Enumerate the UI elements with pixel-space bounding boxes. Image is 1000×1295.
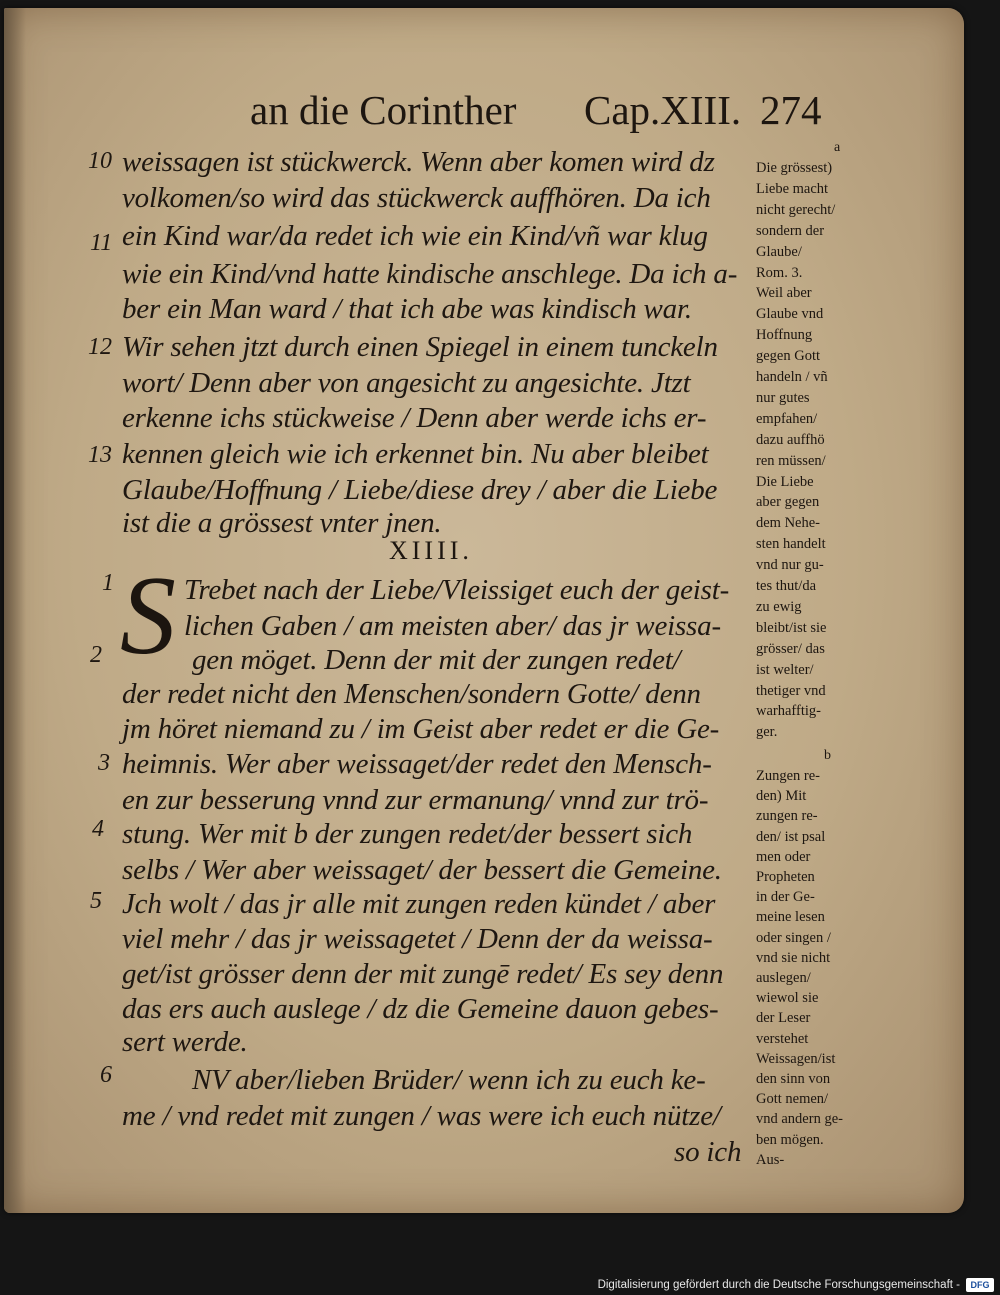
verse-number: 5 <box>90 888 102 914</box>
margin-note-line: dem Nehe- <box>756 515 821 532</box>
book-page <box>4 8 964 1213</box>
section-heading: XIIII. <box>389 536 473 565</box>
text-line: Jch wolt / das jr alle mit zungen reden kündet / aber <box>122 888 716 920</box>
text-line: me / vnd redet mit zungen / was were ich euch nütze/ <box>122 1100 721 1132</box>
margin-note-line: sten handelt <box>756 536 826 553</box>
margin-note-line: zungen re- <box>756 808 818 825</box>
verse-number: 4 <box>92 816 104 842</box>
margin-note-line: den) Mit <box>756 788 807 805</box>
verse-number: 1 <box>102 570 114 596</box>
text-line: lichen Gaben / am meisten aber/ das jr weissa- <box>184 610 721 642</box>
margin-note-line: warhafftig- <box>756 703 821 720</box>
margin-note-line: sondern der <box>756 222 825 239</box>
margin-note-line: ger. <box>756 724 778 741</box>
margin-note-line: Rom. 3. <box>756 264 803 281</box>
margin-note-line: meine lesen <box>756 909 825 926</box>
margin-note-line: den sinn von <box>756 1071 831 1087</box>
margin-note-line: verstehet <box>756 1030 809 1047</box>
text-line: der redet nicht den Menschen/sondern Gotte/ denn <box>122 678 701 710</box>
page-binding-shadow <box>4 8 26 1213</box>
text-line: wort/ Denn aber von angesicht zu angesichte. Jtzt <box>122 367 691 399</box>
verse-number: 2 <box>90 642 102 668</box>
margin-note-line: ist welter/ <box>756 661 814 678</box>
digitization-credit: Digitalisierung gefördert durch die Deutsche Forschungsgemeinschaft - <box>597 1279 960 1291</box>
verse-number: 3 <box>98 750 110 776</box>
text-line: stung. Wer mit b der zungen redet/der bessert sich <box>122 818 693 850</box>
margin-note-line: men oder <box>756 848 811 865</box>
text-line: jm höret niemand zu / im Geist aber redet er die Ge- <box>122 713 720 745</box>
margin-note-line: gegen Gott <box>756 348 821 365</box>
text-line: erkenne ichs stückweise / Denn aber werde ichs er- <box>122 402 707 434</box>
verse-number: 6 <box>100 1062 112 1088</box>
text-line: en zur besserung vnnd zur ermanung/ vnnd zur trö- <box>122 784 709 816</box>
text-line: Wir sehen jtzt durch einen Spiegel in einem tunckeln <box>122 331 718 363</box>
margin-note-line: Liebe macht <box>756 180 829 197</box>
text-line: Glaube/Hoffnung / Liebe/diese drey / aber die Liebe <box>122 474 718 506</box>
margin-note-line: Glaube/ <box>756 243 802 260</box>
margin-note-line: Gott nemen/ <box>756 1091 829 1108</box>
text-line: das ers auch auslege / dz die Gemeine dauon gebes- <box>122 993 719 1025</box>
text-line: sert werde. <box>122 1026 248 1058</box>
text-line: weissagen ist stückwerck. Wenn aber komen wird dz <box>122 146 715 178</box>
verse-number: 12 <box>88 334 112 360</box>
drop-cap: S <box>120 554 176 678</box>
dfg-logo: DFG <box>966 1278 994 1292</box>
verse-number: 10 <box>88 148 112 174</box>
margin-note-line: Aus- <box>756 1151 785 1168</box>
margin-note-line: dazu auffhö <box>756 431 825 448</box>
margin-note-line: Die Liebe <box>756 473 814 490</box>
text-line: heimnis. Wer aber weissaget/der redet den Mensch- <box>122 748 712 780</box>
text-line: viel mehr / das jr weissagetet / Denn der da weissa- <box>122 923 713 955</box>
chapter-heading: Cap.XIII. <box>584 87 742 133</box>
margin-note-letter: b <box>824 748 831 763</box>
margin-note-line: der Leser <box>756 1010 811 1027</box>
text-line: wie ein Kind/vnd hatte kindische anschlege. Da ich a- <box>122 258 738 290</box>
verse-number: 11 <box>90 230 113 256</box>
margin-note-line: handeln / vñ <box>756 369 828 385</box>
margin-note-line: nicht gerecht/ <box>756 201 836 218</box>
margin-note-line: ren müssen/ <box>756 452 826 469</box>
margin-note-line: Glaube vnd <box>756 306 824 323</box>
running-title: an die Corinther <box>250 87 517 133</box>
margin-note-line: ben mögen. <box>756 1131 824 1148</box>
margin-note-line: vnd sie nicht <box>756 949 831 966</box>
text-line: ist die a grössest vnter jnen. <box>122 507 442 539</box>
margin-note-line: Hoffnung <box>756 327 813 344</box>
margin-note-line: Weil aber <box>756 285 812 302</box>
catchword: so ich <box>674 1136 742 1168</box>
margin-note-line: zu ewig <box>756 598 802 615</box>
text-line: NV aber/lieben Brüder/ wenn ich zu euch ke- <box>192 1064 706 1096</box>
margin-note-line: Die grössest) <box>756 160 833 176</box>
text-line: ber ein Man ward / that ich abe was kindisch war. <box>122 293 692 325</box>
margin-note-line: in der Ge- <box>756 889 815 906</box>
margin-note-line: oder singen / <box>756 929 831 946</box>
margin-note-line: tes thut/da <box>756 578 817 594</box>
verse-number: 13 <box>88 442 112 468</box>
margin-note-line: vnd andern ge- <box>756 1111 843 1128</box>
margin-note-letter: a <box>834 140 841 155</box>
text-line: gen möget. Denn der mit der zungen redet/ <box>192 644 681 676</box>
text-line: selbs / Wer aber weissaget/ der bessert die Gemeine. <box>122 854 722 886</box>
text-line: kennen gleich wie ich erkennet bin. Nu aber bleibet <box>122 438 709 470</box>
text-line: Trebet nach der Liebe/Vleissiget euch der geist- <box>184 574 730 606</box>
margin-note-line: bleibt/ist sie <box>756 619 827 636</box>
text-line: ein Kind war/da redet ich wie ein Kind/vñ war klug <box>122 220 708 252</box>
margin-note-line: wiewol sie <box>756 990 819 1007</box>
margin-note-line: grösser/ das <box>756 640 825 657</box>
text-line: volkomen/so wird das stückwerck auffhören. Da ich <box>122 182 711 214</box>
margin-note-line: nur gutes <box>756 389 810 406</box>
margin-note-line: aber gegen <box>756 494 820 511</box>
text-line: get/ist grösser denn der mit zungē redet/ Es sey denn <box>122 958 724 990</box>
margin-note-line: Zungen re- <box>756 768 821 784</box>
margin-note-line: auslegen/ <box>756 970 811 986</box>
folio-number: 274 <box>760 87 822 133</box>
margin-note-line: empfahen/ <box>756 410 818 427</box>
margin-note-line: Weissagen/ist <box>756 1050 836 1067</box>
margin-note-line: den/ ist psal <box>756 828 826 845</box>
margin-note-line: vnd nur gu- <box>756 557 824 574</box>
margin-note-line: Propheten <box>756 869 815 885</box>
margin-note-line: thetiger vnd <box>756 682 826 699</box>
